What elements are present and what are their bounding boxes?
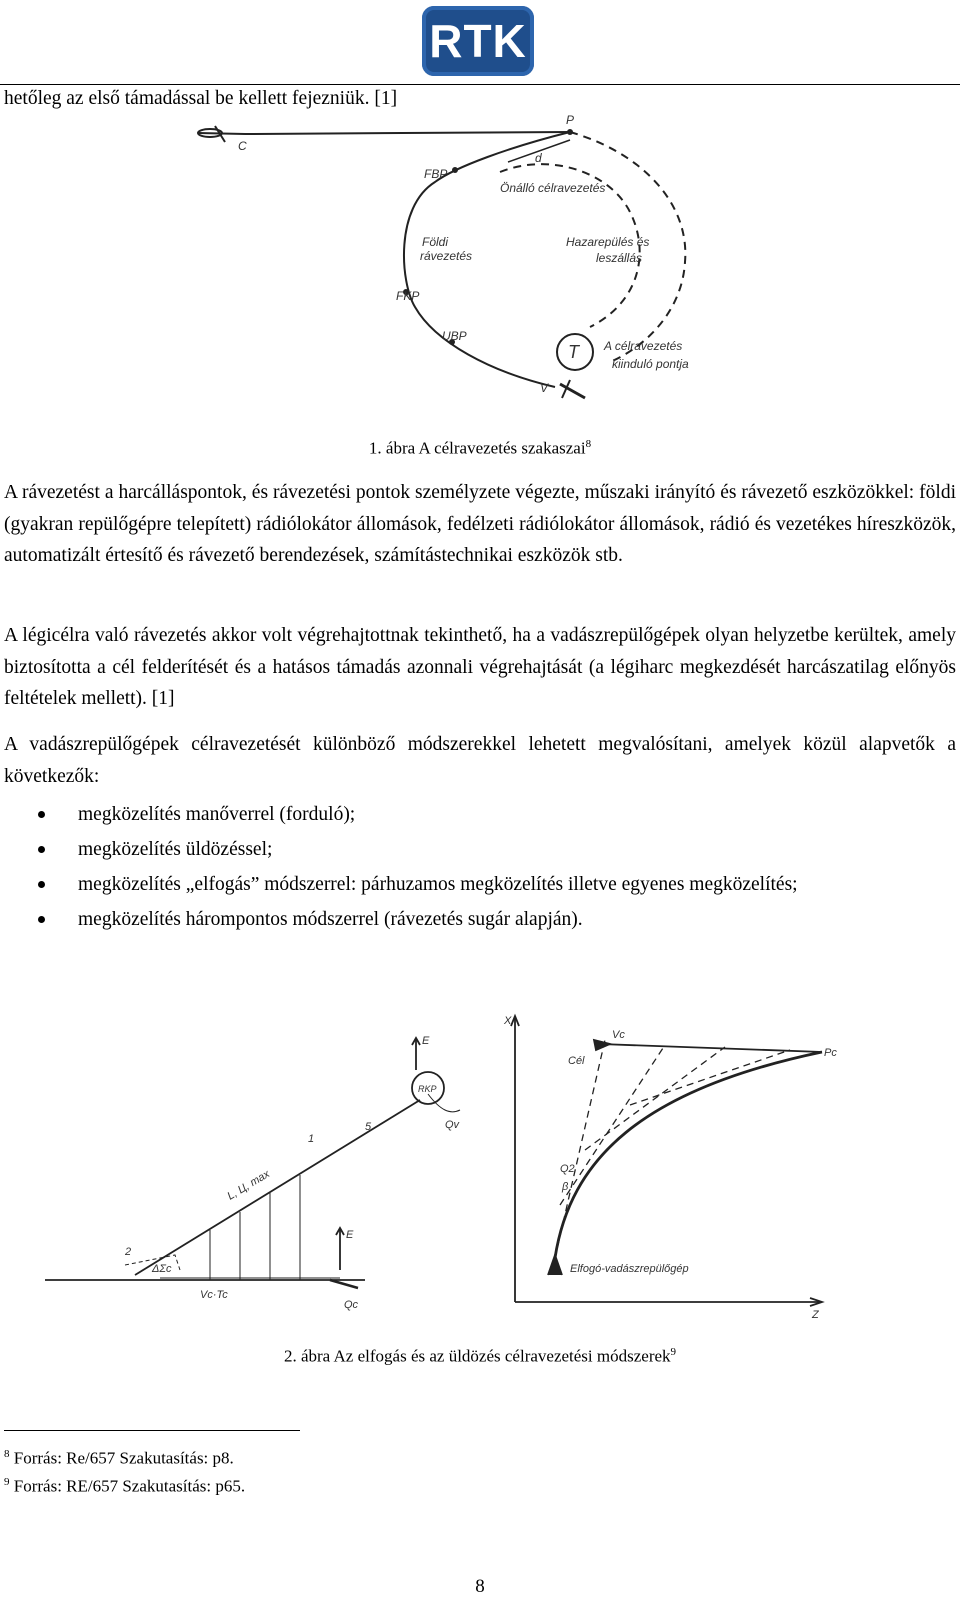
- aircraft-v-icon: [560, 380, 585, 398]
- footnote-9: $^9$ Forrás: RE/657 Szakutasítás: p65.: [4, 1476, 246, 1496]
- label-2: 2: [125, 1246, 132, 1258]
- label-foldi: Földi: [422, 235, 449, 249]
- label-elfogo: Elfogó-vadászrepülőgép: [570, 1263, 689, 1275]
- list-item: megközelítés üldözéssel;: [0, 833, 950, 866]
- footnote-8: $^8$ Forrás: Re/657 Szakutasítás: p8.: [4, 1448, 234, 1468]
- sight-lines: [555, 1040, 790, 1258]
- label-onallo: Önálló célravezetés: [500, 181, 606, 195]
- label-d: d: [535, 151, 542, 165]
- paragraph-1: A rávezetést a harcálláspontok, és rávezetési pontok személyzete végezte, műszaki irányító és rávezető eszközökkel: földi (gyakran repülőgépre telepített) rádiólokátor állomások, fedélzeti rádiólokátor állomások, rádió és vezetékes híreszközök, automatizált értesítő és rávezető berendezések, számítástechnikai eszközök stb.: [4, 482, 956, 566]
- rtk-logo: RTK: [422, 6, 534, 76]
- label-length: L, Ц, max: [225, 1168, 272, 1203]
- label-pc: Pc: [824, 1047, 837, 1059]
- label-vctc: Vc·Tc: [200, 1289, 228, 1301]
- list-item: megközelítés hárompontos módszerrel (rávezetés sugár alapján).: [0, 903, 950, 936]
- label-leszallas: leszállás: [596, 251, 643, 265]
- label-acc: ΔΣc: [152, 1263, 172, 1275]
- label-qv: Qv: [445, 1119, 460, 1131]
- label-x: X: [504, 1015, 512, 1027]
- paragraph-3: A vadászrepülőgépek célravezetését különböző módszerekkel lehetett megvalósítani, amelyek közül alapvetők a következők:: [4, 734, 956, 787]
- label-e-bottom: E: [346, 1229, 354, 1241]
- label-5: 5: [365, 1121, 372, 1133]
- header-divider: [0, 84, 960, 85]
- label-rkp: RKP: [418, 1084, 437, 1094]
- label-q2: Q2: [560, 1163, 575, 1175]
- approach-line: [135, 1100, 420, 1275]
- bullet-icon: [38, 881, 45, 888]
- path-c-to-p: [245, 132, 570, 134]
- label-cel: Cél: [568, 1055, 585, 1067]
- list-item: megközelítés manőverrel (forduló);: [0, 798, 950, 831]
- figure-2-interception-diagram: [40, 1030, 480, 1320]
- label-p: P: [566, 113, 575, 127]
- vertical-hatch-lines: [210, 1175, 300, 1280]
- target-aircraft-icon: [330, 1280, 358, 1288]
- footnote-ref-8[interactable]: 8: [585, 438, 592, 450]
- target-path: [600, 1044, 822, 1052]
- label-1: 1: [308, 1133, 315, 1145]
- label-c: C: [238, 139, 247, 153]
- label-hazarepules: Hazarepülés és: [566, 235, 650, 249]
- label-beta: β: [562, 1181, 569, 1193]
- interceptor-aircraft-icon: [548, 1255, 562, 1275]
- footnote-ref-9[interactable]: 9: [670, 1346, 677, 1358]
- footnote-divider: [4, 1430, 300, 1431]
- label-ravezetes: rávezetés: [420, 249, 473, 263]
- page-header: [0, 0, 960, 88]
- label-start-2: kiinduló pontja: [612, 357, 689, 371]
- label-fbp: FBP: [424, 167, 448, 181]
- label-t: T: [568, 342, 579, 362]
- label-vc: Vc: [612, 1029, 625, 1041]
- page-number: 8: [475, 1576, 485, 1597]
- label-qc: Qc: [344, 1299, 359, 1311]
- label-ubp: UBP: [442, 329, 467, 343]
- label-z: Z: [812, 1309, 819, 1320]
- figure-2-caption: 2. ábra Az elfogás és az üldözés célravezetési módszerek$^9$: [283, 1346, 677, 1366]
- bullet-icon: [38, 846, 45, 853]
- label-fkp: FKP: [396, 289, 420, 303]
- figure-1-caption: 1. ábra A célravezetés szakaszai$^8$: [368, 438, 592, 458]
- label-v: V: [540, 381, 549, 395]
- figure-2-pursuit-diagram: [490, 1010, 840, 1320]
- label-e-top: E: [422, 1035, 430, 1047]
- list-item: megközelítés „elfogás” módszerrel: párhuzamos megközelítés illetve egyenes megközelítés;: [0, 868, 950, 901]
- label-start-1: A célravezetés: [604, 339, 683, 353]
- intro-line: hetőleg az első támadással be kellett fejezniük. [1]: [4, 88, 398, 109]
- bullet-icon: [38, 811, 45, 818]
- approach-methods-list: [0, 798, 950, 938]
- paragraph-2: A légicélra való rávezetés akkor volt végrehajtottnak tekinthető, ha a vadászrepülőgépek olyan helyzetbe kerültek, amely biztosította a cél felderítését és a hatásos támadás azonnali végrehajtását (a légiharc megkezdését harcászatilag előnyös feltételek mellett). [1]: [4, 625, 956, 709]
- bullet-icon: [38, 916, 45, 923]
- figure-1-targeting-phases-diagram: [190, 112, 750, 437]
- pursuit-curve: [555, 1052, 822, 1258]
- target-aircraft-icon: [594, 1040, 610, 1050]
